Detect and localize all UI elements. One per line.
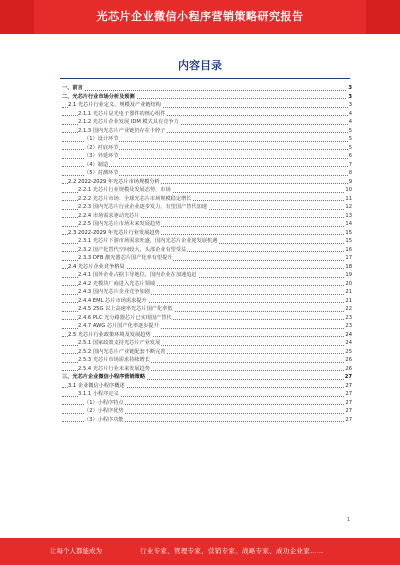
toc-entry-title: 2.4.4 EML 芯片市场需求提升 <box>78 297 147 304</box>
toc-entry-title: 2.5.3 光芯片市场需求持续增长 <box>78 357 150 363</box>
toc-entry-title: 2.5.4 光芯片行业未来发展趋势 <box>78 365 150 372</box>
toc-entry-page: 18 <box>345 263 352 270</box>
toc-entry[interactable] <box>62 135 352 144</box>
toc-entry[interactable] <box>62 186 352 195</box>
toc-entry-title: （5）封测环节 <box>84 170 119 176</box>
toc-entry-page: 3 <box>348 102 352 108</box>
toc-entry-page: 13 <box>345 212 352 219</box>
toc-entry-page: 23 <box>345 323 352 329</box>
toc-entry-title: 2.4.7 AWG 芯片国产化率逐步提升 <box>78 323 159 329</box>
toc-entry[interactable] <box>62 127 352 136</box>
toc-entry-title: 一、前言 <box>62 85 83 91</box>
toc-entry-page: 27 <box>345 382 352 389</box>
toc-entry[interactable] <box>62 314 352 323</box>
toc-entry[interactable] <box>62 365 352 374</box>
toc-entry[interactable] <box>62 101 352 110</box>
toc-entry-page: 17 <box>345 255 352 261</box>
toc-entry-page: 11 <box>345 195 352 202</box>
toc-entry-title: 2.1 光芯片行业定义、规模及产业链结构 <box>68 102 161 108</box>
toc-entry-title: 2.5 光芯片行业政策环境及发展趋势 <box>68 331 151 338</box>
toc-entry[interactable] <box>62 220 352 229</box>
toc-entry-page: 4 <box>348 119 352 125</box>
toc-entry-page: 24 <box>345 331 352 338</box>
toc-entry-page: 3 <box>348 85 352 91</box>
toc-entry-page: 20 <box>345 280 352 287</box>
toc-entry[interactable] <box>62 373 352 382</box>
toc-entry[interactable] <box>62 288 352 297</box>
toc-entry-page: 26 <box>345 357 352 363</box>
toc-entry-title: （2）衬底环节 <box>84 144 119 151</box>
toc-entry-title: 三、光芯片企业微信小程序营销策略 <box>62 374 146 380</box>
toc-entry-title: （1）设计环节 <box>84 136 119 142</box>
toc-entry-title: 2.2.1 光芯片行业规模及发展态势，市场 <box>78 187 171 193</box>
toc-entry[interactable] <box>62 322 352 331</box>
toc-entry[interactable] <box>62 297 352 306</box>
toc-entry-page: 25 <box>345 348 352 355</box>
toc-entry[interactable] <box>62 382 352 391</box>
toc-entry-page: 27 <box>344 374 352 380</box>
toc-entry-title: 2.5.1 国家政策支持光芯片产业发展 <box>78 340 161 346</box>
toc-entry[interactable] <box>62 331 352 340</box>
toc-entry[interactable] <box>62 246 352 255</box>
toc-entry[interactable] <box>62 390 352 399</box>
toc-entry-page: 14 <box>345 221 352 227</box>
toc-entry[interactable] <box>62 212 352 221</box>
header-decoration-right <box>366 0 400 34</box>
toc-entry-title: 2.2.2 光芯片市场：全球光芯片市场规模稳定增长 <box>78 195 192 202</box>
toc-entry[interactable] <box>62 93 352 102</box>
toc-entry-title: 二、光芯片行业市场分析及预测 <box>62 93 135 100</box>
toc-entry[interactable] <box>62 110 352 119</box>
toc-entry-title: 2.2.5 国内光芯片市场未来发展趋势 <box>78 221 161 227</box>
toc-entry-title: 2.2.3 国内光芯片行业企业逐步发力，有望国产替代加速 <box>78 204 207 210</box>
toc-entry[interactable] <box>62 84 352 93</box>
toc-entry-page: 24 <box>345 340 352 346</box>
toc-entry[interactable] <box>62 280 352 289</box>
toc-entry[interactable] <box>62 169 352 178</box>
toc-entry[interactable] <box>62 263 352 272</box>
toc-entry-title: 2.4.6 PLC 光分路器芯片已实现国产替代 <box>78 314 172 321</box>
toc-entry[interactable] <box>62 237 352 246</box>
toc-entry-page: 5 <box>348 127 352 134</box>
toc-entry-page: 15 <box>345 229 352 236</box>
toc-entry-page: 4 <box>348 110 352 117</box>
toc-entry-title: 2.3.2 国产化替代空间较大，头部企业有望受益 <box>78 246 187 253</box>
toc-heading: 内容目录 <box>178 59 222 72</box>
toc-entry[interactable] <box>62 254 352 263</box>
toc-entry-title: 2.3.1 光芯片下游市场需求旺盛，国内光芯片企业迎发展机遇 <box>78 238 218 244</box>
toc-entry[interactable] <box>62 399 352 408</box>
toc-entry-page: 27 <box>345 416 352 423</box>
toc-entry-page: 5 <box>348 144 352 151</box>
toc-entry-title: 2.3.3 DFB 激光器芯片国产化率有望提升 <box>78 255 173 261</box>
toc-entry[interactable] <box>62 203 352 212</box>
toc-entry[interactable] <box>62 118 352 127</box>
toc-divider <box>60 78 350 79</box>
page-footer <box>0 538 400 565</box>
toc-entry-page: 16 <box>345 246 352 253</box>
toc-entry-page: 27 <box>345 399 352 406</box>
toc-entry-page: 27 <box>345 391 352 397</box>
footer-slogan-left: 让每个人都能成为 <box>50 547 102 555</box>
toc-entry-title: 2.3 2022-2029 年光芯片行业发展趋势 <box>68 229 160 236</box>
toc-entry-title: （4）制造 <box>84 161 109 168</box>
report-title: 光芯片企业微信小程序营销策略研究报告 <box>96 10 304 23</box>
toc-entry[interactable] <box>62 305 352 314</box>
table-of-contents <box>62 84 352 424</box>
header-decoration-left <box>0 0 34 34</box>
toc-entry[interactable] <box>62 178 352 187</box>
toc-entry-title: 3.1 企业微信小程序概述 <box>68 382 125 389</box>
toc-entry-title: （3）外延环节 <box>84 153 119 159</box>
toc-entry-title: 2.4.1 国外企业占据主导地位，国内企业在加速追赶 <box>78 272 197 278</box>
toc-entry-page: 10 <box>345 187 352 193</box>
toc-entry-title: 2.4.2 光模块厂商进入光芯片领域 <box>78 280 156 287</box>
toc-entry-title: 2.1.3 国内光芯片产业链仍存在卡脖子 <box>78 127 166 134</box>
toc-entry-title: 2.1.1 光芯片是光电子器件的核心组件 <box>78 110 166 117</box>
toc-entry-title: （3）小程序功能 <box>84 416 124 423</box>
page-header <box>0 0 400 34</box>
toc-entry-title: （1）小程序特点 <box>84 399 124 406</box>
toc-entry[interactable] <box>62 339 352 348</box>
toc-entry-title: 2.2 2022-2029 年光芯片市场规模分析 <box>68 178 160 185</box>
footer-slogan-right: 行业专家、管理专家、营销专家、战略专家、成功企业家…… <box>140 547 324 555</box>
toc-entry-title: 3.1.1 小程序定义 <box>78 391 119 397</box>
toc-entry-page: 19 <box>345 272 352 278</box>
page-number: 1 <box>346 517 350 523</box>
toc-entry-title: 2.4.5 25G 以上高速率光芯片国产化率低 <box>78 306 173 312</box>
toc-entry[interactable] <box>62 356 352 365</box>
toc-entry[interactable] <box>62 348 352 357</box>
toc-entry-title: 2.4.3 国内光芯片企业竞争加剧 <box>78 289 150 295</box>
toc-entry-page: 8 <box>348 170 352 176</box>
toc-entry[interactable] <box>62 144 352 153</box>
toc-entry[interactable] <box>62 161 352 170</box>
toc-entry-title: 2.4 光芯片企业竞争格局 <box>68 263 125 270</box>
toc-entry-page: 22 <box>345 306 352 312</box>
toc-entry[interactable] <box>62 271 352 280</box>
toc-entry[interactable] <box>62 152 352 161</box>
toc-entry-page: 7 <box>348 161 352 168</box>
toc-entry-page: 15 <box>345 238 352 244</box>
toc-entry-page: 6 <box>348 153 352 159</box>
toc-entry-page: 23 <box>345 314 352 321</box>
toc-entry[interactable] <box>62 195 352 204</box>
toc-entry-page: 3 <box>348 93 352 100</box>
toc-entry-page: 26 <box>345 365 352 372</box>
toc-entry-title: 2.5.2 国内光芯片产业链配套不断完善 <box>78 348 166 355</box>
toc-entry-title: 2.1.2 光芯片企业发展 IDM 模式具有竞争力 <box>78 119 179 125</box>
toc-entry-page: 27 <box>345 408 352 414</box>
toc-entry-page: 5 <box>348 136 352 142</box>
toc-entry[interactable] <box>62 416 352 425</box>
toc-entry-page: 21 <box>345 289 352 295</box>
toc-entry[interactable] <box>62 407 352 416</box>
toc-entry-page: 21 <box>345 297 352 304</box>
toc-entry-title: （2）小程序优势 <box>84 408 124 414</box>
toc-entry-page: 9 <box>348 178 352 185</box>
toc-entry[interactable] <box>62 229 352 238</box>
toc-entry-page: 12 <box>345 204 352 210</box>
toc-entry-title: 2.2.4 市场需求驱动光芯片 <box>78 212 140 219</box>
